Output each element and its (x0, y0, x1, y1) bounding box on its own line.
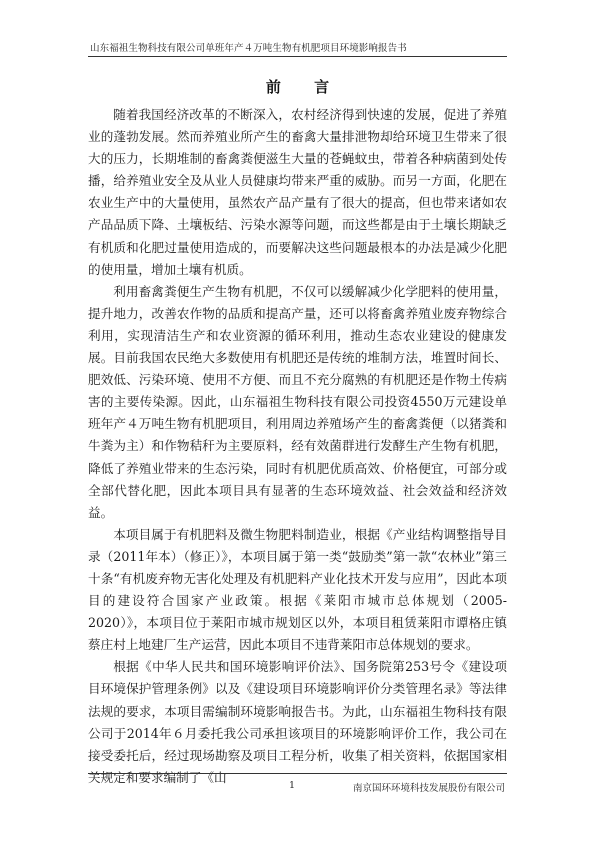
paragraph-industry-policy: 本项目属于有机肥料及微生物肥料制造业，根据《产业结构调整指导目录（2011年本）（修正）》，本项目属于第一类“鼓励类”第一款“农林业”第三十条“有机废弃物无害化处理及有机肥料产业化技术开发与应用”，因此本项目的建设符合国家产业政策。根据《莱阳市城市总体规划（2005-2020）》，本项目位于莱阳市城市规划区以外，本项目租赁莱阳市谭格庄镇蔡庄村上地建厂生产运营，因此本项目不违背莱阳市总体规划的要求。 (88, 526, 507, 653)
page-number: 1 (289, 780, 296, 791)
footer-divider (88, 773, 507, 774)
paragraph-legal-basis: 根据《中华人民共和国环境影响评价法》、国务院第253号令《建设项目环境保护管理条例》以及《建设项目环境影响评价分类管理名录》等法律法规的要求，本项目需编制环境影响报告书。为此，山东福祖生物科技有限公司于2014年６月委托我公司承担该项目的环境影响评价工作，我公司在接受委托后，经过现场勘察及项目工程分析，收集了相关资料，依据国家相关规定和要求编制了《山 (88, 659, 507, 785)
footer-organization: 南京国环环境科技发展股份有限公司 (352, 783, 505, 794)
document-body (88, 104, 507, 789)
section-title: 前 言 (265, 78, 344, 96)
paragraph-organic-fertilizer: 利用畜禽粪便生产生物有机肥，不仅可以缓解减少化学肥料的使用量，提升地力，改善农作物的品质和提高产量，还可以将畜禽养殖业废弃物综合利用，实现清洁生产和农业资源的循环利用，推动生态农业建设的健康发展。目前我国农民绝大多数使用有机肥还是传统的堆制方法，堆置时间长、肥效低、污染环境、使用不方便、而且不充分腐熟的有机肥还是作物土传病害的主要传染源。因此，山东福祖生物科技有限公司投资4550万元建设单班年产４万吨生物有机肥项目，利用周边养殖场产生的畜禽粪便（以猪粪和牛粪为主）和作物秸秆为主要原料，经有效菌群进行发酵生产生物有机肥，降低了养殖业带来的生态污染，同时有机肥优质高效、价格便宜，可部分或全部代替化肥，因此本项目具有显著的生态环境效益、社会效益和经济效益。 (88, 283, 507, 520)
header-divider (88, 56, 507, 57)
running-header: 山东福祖生物科技有限公司单班年产４万吨生物有机肥项目环境影响报告书 (90, 43, 407, 54)
paragraph-intro: 随着我国经济改革的不断深入，农村经济得到快速的发展，促进了养殖业的蓬勃发展。然而养殖业所产生的畜禽大量排泄物却给环境卫生带来了很大的压力，长期堆制的畜禽粪便滋生大量的苍蝇蚊虫，带着各种病菌到处传播，给养殖业安全及从业人员健康均带来严重的威胁。而另一方面，化肥在农业生产中的大量使用，虽然农产品产量有了很大的提高，但也带来诸如农产品品质下降、土壤板结、污染水源等问题，而这些都是由于土壤长期缺乏有机质和化肥过量使用造成的，而要解决这些问题最根本的办法是减少化肥的使用量，增加土壤有机质。 (88, 107, 507, 277)
